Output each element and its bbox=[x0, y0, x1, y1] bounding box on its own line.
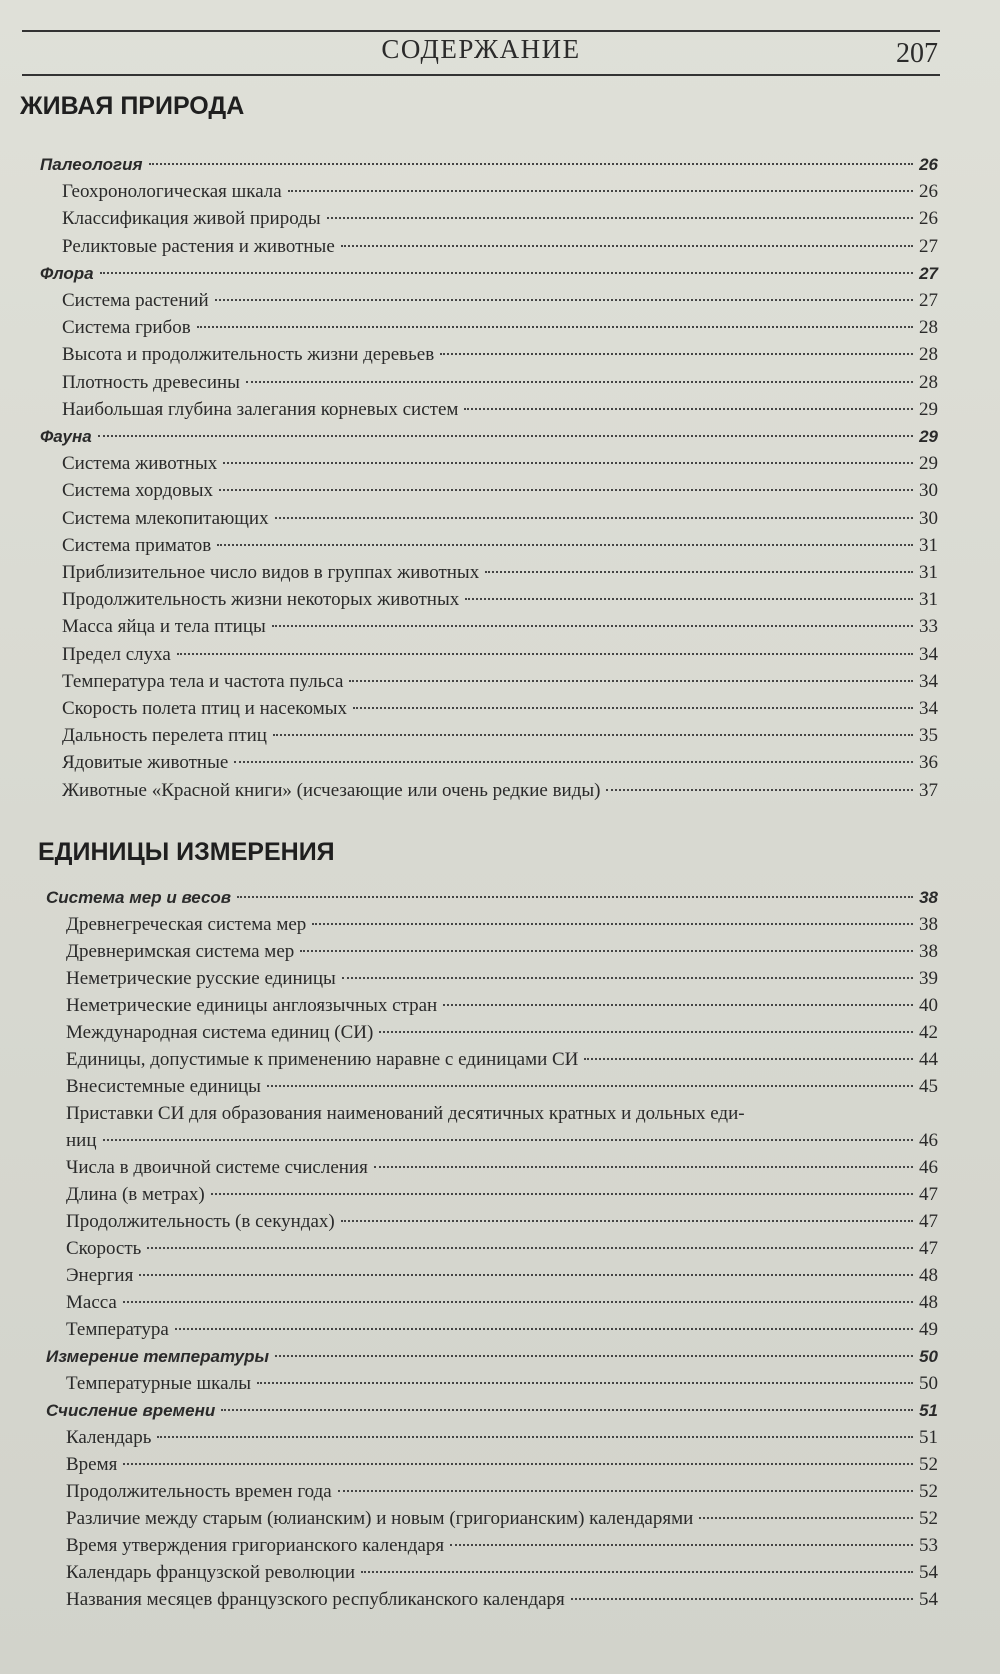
toc-entry-label: Энергия bbox=[66, 1265, 134, 1286]
dot-leader bbox=[341, 245, 913, 247]
toc-entry-label: Приставки СИ для образования наименований десятичных кратных и дольных еди- bbox=[66, 1103, 745, 1124]
toc-entry-row bbox=[62, 642, 938, 668]
header-title: СОДЕРЖАНИЕ bbox=[381, 34, 581, 64]
header-page-number: 207 bbox=[896, 38, 938, 69]
toc-entry-label: Международная система единиц (СИ) bbox=[66, 1022, 374, 1043]
toc-entry-row bbox=[62, 370, 938, 396]
toc-page-number: 28 bbox=[919, 344, 938, 366]
toc-page-number: 38 bbox=[919, 941, 938, 962]
toc-entry-row bbox=[62, 451, 938, 477]
dot-leader bbox=[584, 1058, 913, 1060]
toc-page-number: 30 bbox=[919, 480, 938, 502]
toc-subsection-label: Фауна bbox=[40, 427, 92, 446]
toc-entry-label: Животные «Красной книги» (исчезающие или очень редкие виды) bbox=[62, 779, 601, 801]
page-header bbox=[22, 30, 940, 76]
section-title-units: ЕДИНИЦЫ ИЗМЕРЕНИЯ bbox=[38, 838, 335, 866]
toc-entry-label: Геохронологическая шкала bbox=[62, 181, 282, 203]
dot-leader bbox=[361, 1571, 913, 1573]
dot-leader bbox=[571, 1598, 913, 1600]
toc-page-number: 33 bbox=[919, 616, 938, 638]
section-title-live-nature: ЖИВАЯ ПРИРОДА bbox=[20, 92, 245, 120]
toc-subsection-label: Счисление времени bbox=[46, 1401, 216, 1420]
toc-page-number: 54 bbox=[919, 1589, 938, 1610]
dot-leader bbox=[464, 408, 913, 410]
toc-entry-label: Температура тела и частота пульса bbox=[62, 670, 344, 692]
toc-page-number: 46 bbox=[919, 1130, 938, 1151]
toc-page-number: 31 bbox=[919, 534, 938, 556]
dot-leader bbox=[100, 272, 913, 274]
toc-entry-row bbox=[66, 1425, 938, 1451]
toc-entry-row bbox=[66, 1128, 938, 1154]
dot-leader bbox=[272, 625, 913, 627]
toc-page-number: 36 bbox=[919, 752, 938, 774]
toc-entry-label: Внесистемные единицы bbox=[66, 1076, 261, 1097]
dot-leader bbox=[246, 381, 913, 383]
toc-entry-label: Система грибов bbox=[62, 317, 191, 339]
toc-entry-row bbox=[66, 1533, 938, 1559]
toc-entry-row bbox=[62, 397, 938, 423]
toc-page-number: 44 bbox=[919, 1049, 938, 1070]
toc-entry-row bbox=[66, 1101, 938, 1127]
toc-subsection-row bbox=[46, 1344, 938, 1370]
dot-leader bbox=[465, 598, 913, 600]
toc-entry-row bbox=[66, 1506, 938, 1532]
toc-page-number: 46 bbox=[919, 1157, 938, 1178]
toc-subsection-row bbox=[46, 1398, 938, 1424]
dot-leader bbox=[312, 923, 913, 925]
toc-page-number: 42 bbox=[919, 1022, 938, 1043]
toc-entry-label: Приблизительное число видов в группах животных bbox=[62, 562, 480, 583]
toc-subsection-label: Система мер и весов bbox=[46, 888, 232, 907]
toc-entry-label: Числа в двоичной системе счисления bbox=[66, 1157, 368, 1178]
toc-entry-label: Температура bbox=[66, 1319, 169, 1340]
dot-leader bbox=[342, 977, 913, 979]
toc-page-number: 48 bbox=[919, 1265, 938, 1286]
toc-page-number: 48 bbox=[919, 1292, 938, 1313]
dot-leader bbox=[234, 761, 913, 763]
toc-page-number: 27 bbox=[919, 235, 938, 257]
toc-entry-row bbox=[66, 1317, 938, 1343]
toc-entry-row bbox=[66, 1263, 938, 1289]
toc-entry-row bbox=[62, 315, 938, 341]
dot-leader bbox=[177, 653, 913, 655]
toc-subsection-row bbox=[40, 152, 938, 178]
toc-subsection-row bbox=[46, 885, 938, 911]
toc-entry-row bbox=[62, 179, 938, 205]
toc-entry-row bbox=[66, 1074, 938, 1100]
toc-page-number: 39 bbox=[919, 968, 938, 989]
toc-entry-label: ниц bbox=[66, 1130, 97, 1151]
dot-leader bbox=[219, 489, 913, 491]
toc-entry-label: Система растений bbox=[62, 290, 209, 311]
dot-leader bbox=[221, 1409, 913, 1411]
toc-entry-label: Календарь bbox=[66, 1427, 152, 1448]
toc-page-number: 29 bbox=[919, 427, 938, 446]
toc-page-number: 49 bbox=[919, 1319, 938, 1340]
toc-entry-label: Время bbox=[66, 1454, 118, 1475]
toc-page-number: 51 bbox=[919, 1401, 938, 1420]
toc-entry-row bbox=[62, 669, 938, 695]
toc-entry-row bbox=[66, 939, 938, 965]
toc-page-number: 31 bbox=[919, 562, 938, 583]
toc-entry-label: Дальность перелета птиц bbox=[62, 725, 267, 747]
toc-page-number: 52 bbox=[919, 1481, 938, 1502]
dot-leader bbox=[215, 299, 913, 301]
toc-entry-row bbox=[66, 1236, 938, 1262]
toc-entry-label: Масса bbox=[66, 1292, 117, 1313]
toc-page-number: 51 bbox=[919, 1427, 938, 1448]
toc-page-number: 34 bbox=[919, 643, 938, 665]
toc-entry-row bbox=[66, 1479, 938, 1505]
toc-page-number: 52 bbox=[919, 1508, 938, 1529]
toc-entry-label: Предел слуха bbox=[62, 643, 171, 665]
toc-page-number: 30 bbox=[919, 507, 938, 529]
toc-entry-row bbox=[62, 533, 938, 559]
toc-page-number: 31 bbox=[919, 589, 938, 611]
toc-entry-row bbox=[66, 1452, 938, 1478]
dot-leader bbox=[157, 1436, 913, 1438]
toc-entry-label: Классификация живой природы bbox=[62, 208, 321, 230]
dot-leader bbox=[237, 896, 913, 898]
toc-entry-row bbox=[66, 993, 938, 1019]
toc-page-number: 54 bbox=[919, 1562, 938, 1583]
toc-entry-row bbox=[66, 966, 938, 992]
toc-page-number: 47 bbox=[919, 1211, 938, 1232]
toc-entry-row bbox=[62, 478, 938, 504]
dot-leader bbox=[175, 1328, 913, 1330]
toc-entry-row bbox=[66, 1560, 938, 1586]
toc-entry-label: Система животных bbox=[62, 453, 218, 475]
toc-entry-label: Система млекопитающих bbox=[62, 507, 269, 529]
toc-entry-row bbox=[66, 1209, 938, 1235]
toc-entry-label: Время утверждения григорианского календаря bbox=[66, 1535, 445, 1556]
toc-page-number: 38 bbox=[919, 888, 938, 907]
dot-leader bbox=[450, 1544, 913, 1546]
toc-entry-label: Различие между старым (юлианским) и новым (григорианским) календарями bbox=[66, 1508, 694, 1529]
toc-entry-label: Масса яйца и тела птицы bbox=[62, 616, 266, 638]
dot-leader bbox=[374, 1166, 913, 1168]
dot-leader bbox=[147, 1247, 913, 1249]
toc-entry-label: Неметрические русские единицы bbox=[66, 968, 336, 989]
toc-entry-row bbox=[62, 614, 938, 640]
dot-leader bbox=[197, 326, 913, 328]
dot-leader bbox=[223, 462, 913, 464]
dot-leader bbox=[699, 1517, 913, 1519]
toc-subsection-label: Измерение температуры bbox=[46, 1347, 270, 1366]
dot-leader bbox=[217, 544, 913, 546]
toc-entry-row bbox=[66, 1371, 938, 1397]
toc-entry-row bbox=[62, 750, 938, 776]
dot-leader bbox=[341, 1220, 913, 1222]
toc-entry-label: Древнеримская система мер bbox=[66, 941, 295, 962]
toc-entry-row bbox=[62, 342, 938, 368]
dot-leader bbox=[440, 353, 913, 355]
toc-subsection-row bbox=[40, 424, 938, 450]
toc-entry-label: Единицы, допустимые к применению наравне с единицами СИ bbox=[66, 1049, 579, 1070]
toc-entry-row bbox=[62, 206, 938, 232]
toc-entry-label: Высота и продолжительность жизни деревьев bbox=[62, 344, 435, 366]
toc-entry-label: Продолжительность (в секундах) bbox=[66, 1211, 335, 1232]
dot-leader bbox=[267, 1085, 913, 1087]
toc-entry-label: Календарь французской революции bbox=[66, 1562, 356, 1583]
toc-entry-label: Температурные шкалы bbox=[66, 1373, 251, 1394]
toc-entry-label: Древнегреческая система мер bbox=[66, 914, 307, 935]
toc-page-number: 45 bbox=[919, 1076, 938, 1097]
toc-entry-label: Продолжительность времен года bbox=[66, 1481, 332, 1502]
dot-leader bbox=[353, 707, 913, 709]
toc-entry-label: Продолжительность жизни некоторых животных bbox=[62, 589, 460, 611]
toc-entry-row bbox=[62, 560, 938, 586]
toc-entry-row bbox=[66, 1587, 938, 1613]
toc-page-number: 29 bbox=[919, 398, 938, 420]
toc-page-number: 27 bbox=[919, 263, 938, 283]
toc-entry-label: Система приматов bbox=[62, 534, 212, 556]
toc-entry-row bbox=[62, 234, 938, 260]
toc-entry-row bbox=[62, 587, 938, 613]
dot-leader bbox=[327, 217, 913, 219]
toc-entry-label: Наибольшая глубина залегания корневых систем bbox=[62, 398, 459, 420]
toc-entry-row bbox=[66, 1290, 938, 1316]
toc-entry-row bbox=[66, 1182, 938, 1208]
dot-leader bbox=[139, 1274, 913, 1276]
toc-entry-label: Скорость bbox=[66, 1238, 142, 1259]
toc-page-number: 37 bbox=[919, 779, 938, 801]
dot-leader bbox=[123, 1301, 913, 1303]
toc-entry-row bbox=[66, 1020, 938, 1046]
toc-entry-row bbox=[62, 506, 938, 532]
toc-page-number: 28 bbox=[919, 317, 938, 339]
toc-entry-label: Реликтовые растения и животные bbox=[62, 235, 335, 257]
toc-page-number: 26 bbox=[919, 155, 938, 174]
toc-page-number: 53 bbox=[919, 1535, 938, 1556]
dot-leader bbox=[300, 950, 913, 952]
dot-leader bbox=[288, 190, 913, 192]
dot-leader bbox=[379, 1031, 913, 1033]
toc-page-number: 26 bbox=[919, 181, 938, 203]
dot-leader bbox=[443, 1004, 913, 1006]
toc-entry-row bbox=[66, 1047, 938, 1073]
dot-leader bbox=[257, 1382, 913, 1384]
toc-subsection-label: Флора bbox=[40, 263, 94, 283]
dot-leader bbox=[338, 1490, 913, 1492]
toc-entry-row bbox=[66, 912, 938, 938]
toc-entry-label: Ядовитые животные bbox=[62, 752, 229, 774]
dot-leader bbox=[123, 1463, 913, 1465]
toc-page-number: 47 bbox=[919, 1184, 938, 1205]
dot-leader bbox=[275, 1355, 913, 1357]
toc-page-number: 50 bbox=[919, 1347, 938, 1366]
toc-page-number: 38 bbox=[919, 914, 938, 935]
toc-subsection-label: Палеология bbox=[40, 155, 143, 174]
dot-leader bbox=[485, 571, 913, 573]
toc-entry-row bbox=[62, 696, 938, 722]
dot-leader bbox=[211, 1193, 913, 1195]
toc-entry-row bbox=[62, 723, 938, 749]
toc-subsection-row bbox=[40, 261, 938, 287]
toc-page-number: 34 bbox=[919, 698, 938, 719]
toc-entry-row bbox=[62, 288, 938, 314]
dot-leader bbox=[149, 163, 914, 165]
dot-leader bbox=[98, 435, 913, 437]
toc-page-number: 52 bbox=[919, 1454, 938, 1475]
toc-page-number: 26 bbox=[919, 208, 938, 230]
toc-entry-label: Названия месяцев французского республиканского календаря bbox=[66, 1589, 565, 1610]
toc-entry-row bbox=[66, 1155, 938, 1181]
toc-entry-label: Длина (в метрах) bbox=[66, 1184, 205, 1205]
toc-page-number: 28 bbox=[919, 371, 938, 393]
dot-leader bbox=[103, 1139, 913, 1141]
toc-page-number: 27 bbox=[919, 290, 938, 311]
toc-entry-label: Скорость полета птиц и насекомых bbox=[62, 698, 347, 719]
toc-entry-row bbox=[62, 778, 938, 804]
toc-page-number: 40 bbox=[919, 995, 938, 1016]
toc-page-number: 34 bbox=[919, 670, 938, 692]
dot-leader bbox=[349, 680, 913, 682]
toc-page-number: 29 bbox=[919, 453, 938, 475]
toc-page-number: 50 bbox=[919, 1373, 938, 1394]
dot-leader bbox=[606, 789, 913, 791]
toc-page-number: 35 bbox=[919, 725, 938, 747]
toc-entry-label: Система хордовых bbox=[62, 480, 214, 502]
toc-entry-label: Неметрические единицы англоязычных стран bbox=[66, 995, 438, 1016]
dot-leader bbox=[273, 734, 913, 736]
toc-entry-label: Плотность древесины bbox=[62, 371, 240, 393]
dot-leader bbox=[275, 517, 913, 519]
toc-page-number: 47 bbox=[919, 1238, 938, 1259]
